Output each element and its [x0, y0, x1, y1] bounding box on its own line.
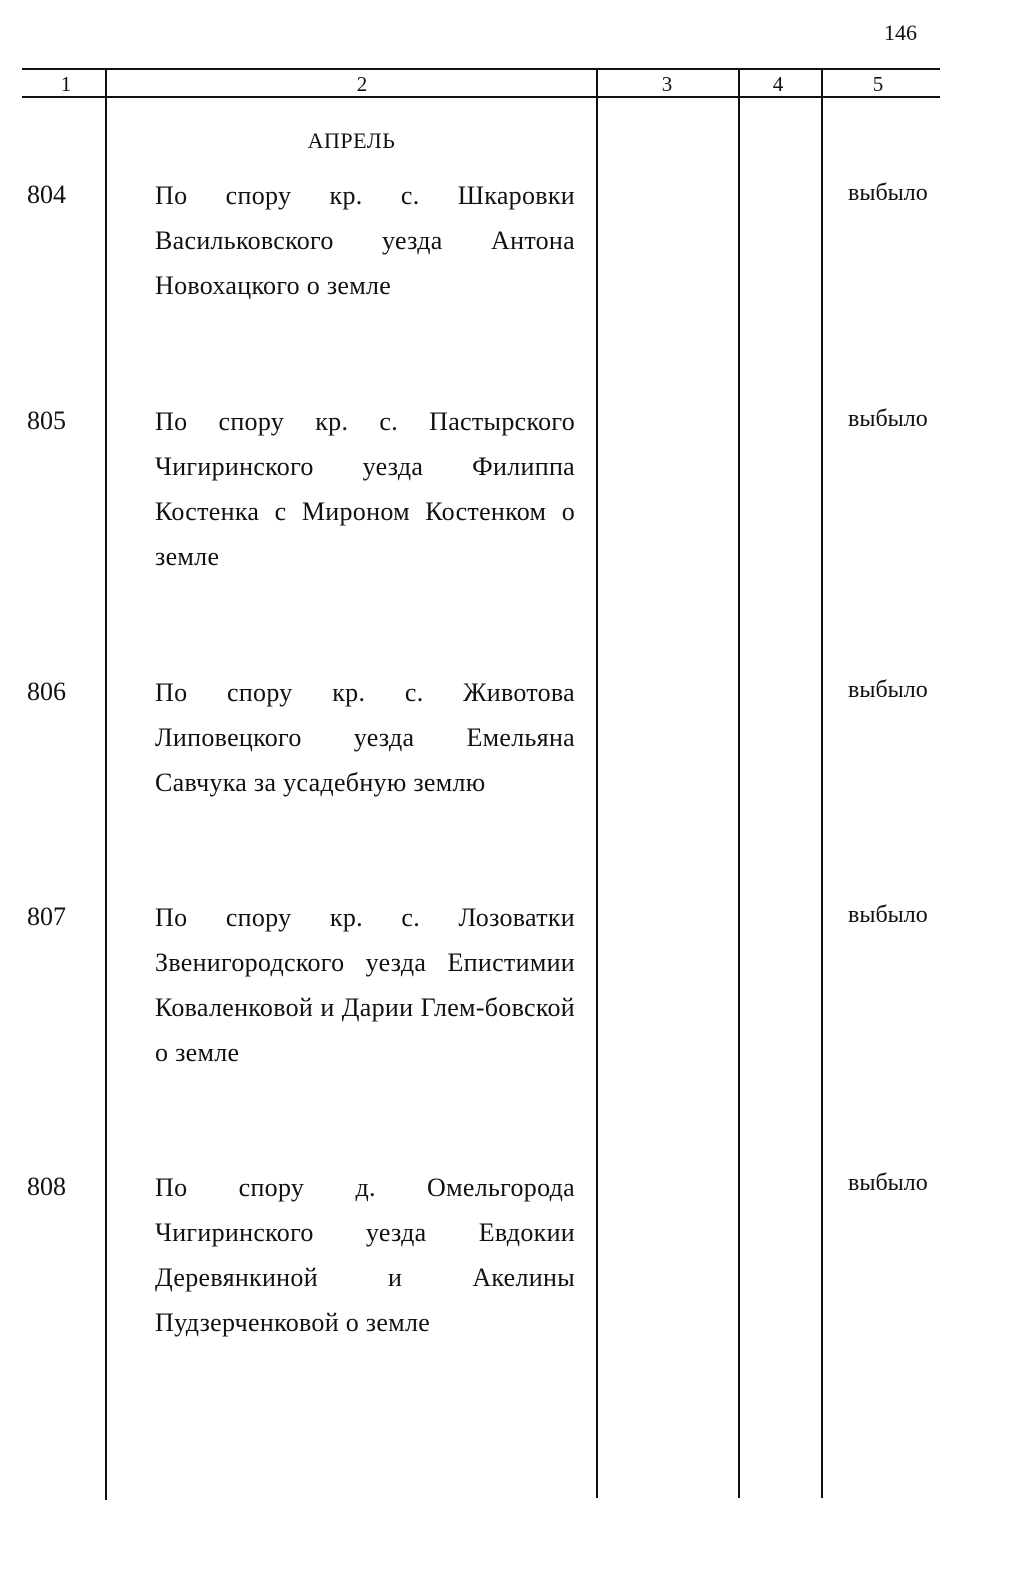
entry-text: По спору кр. с. Шкаровки Васильковского уезда Антона Новохацкого о земле — [155, 181, 575, 300]
column-header-5: 5 — [872, 72, 884, 96]
entry-text: По спору кр. с. Животова Липовецкого уезда Емельяна Савчука за усадебную землю — [155, 678, 575, 797]
column-header-1: 1 — [60, 72, 72, 96]
entry-status: выбыло — [848, 180, 928, 206]
column-divider-1 — [105, 68, 107, 1500]
entry-status: выбыло — [848, 677, 928, 703]
entry-number: 808 — [27, 1172, 66, 1201]
entry-text: По спору кр. с. Пастырского Чигиринского уезда Филиппа Костенка с Мироном Костенком о земле — [155, 407, 575, 571]
table-top-rule — [22, 68, 940, 70]
entry-status: выбыло — [848, 406, 928, 432]
column-divider-4 — [821, 68, 823, 1498]
entry-number: 806 — [27, 677, 66, 706]
entry-number: 804 — [27, 180, 66, 209]
column-divider-3 — [738, 68, 740, 1498]
entry-status: выбыло — [848, 1170, 928, 1196]
entry-status: выбыло — [848, 902, 928, 928]
entry-number: 807 — [27, 902, 66, 931]
page-number: 146 — [884, 20, 917, 45]
column-header-4: 4 — [772, 72, 784, 96]
entry-text: По спору д. Омельгорода Чигиринского уезда Евдокии Деревянкиной и Акелины Пудзерченковой о земле — [155, 1173, 575, 1337]
column-header-2: 2 — [356, 72, 368, 96]
section-month: АПРЕЛЬ — [307, 128, 396, 153]
entry-number: 805 — [27, 406, 66, 435]
entry-text: По спору кр. с. Лозоватки Звенигородского уезда Епистимии Коваленковой и Дарии Глем-бовской о земле — [155, 903, 575, 1067]
column-divider-2 — [596, 68, 598, 1498]
table-header-rule — [22, 96, 940, 98]
column-header-3: 3 — [661, 72, 673, 96]
